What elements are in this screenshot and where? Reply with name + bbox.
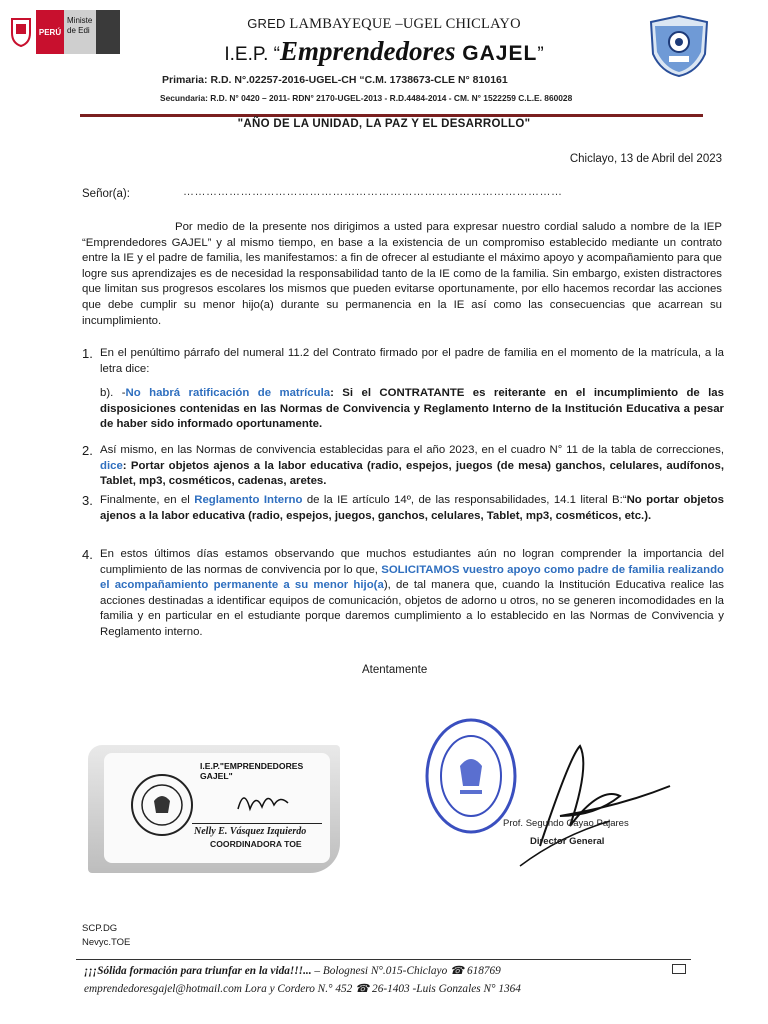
item-4-highlight: SOLICITAMOS vuestro apoyo como padre de familia realizando el acompañamiento permanente a su menor hijo(a bbox=[100, 563, 724, 592]
director-name: Prof. Segundo Cayao Pajares bbox=[503, 818, 629, 829]
recipient-label: Señor(a): bbox=[82, 188, 130, 200]
item-4-text: En estos últimos días estamos observando que muchos estudiantes aún no logran comprender la importancia del cumplimiento de las normas de convivencia por lo que, bbox=[100, 548, 724, 576]
secundaria-resolution: Secundaria: R.D. N° 0420 – 2011- RDN° 2170-UGEL-2013 - R.D.4484-2014 - CM. N° 1522259 C.L.E. 860028 bbox=[160, 93, 573, 103]
gred-rest: LAMBAYEQUE –UGEL CHICLAYO bbox=[289, 16, 521, 32]
recipient-blank: ……………………………………………………………………………………… bbox=[183, 186, 563, 198]
footer-address-1: – Bolognesi N°.015-Chiclayo ☎ 618769 bbox=[314, 965, 501, 977]
stamp-name: Nelly E. Vásquez Izquierdo bbox=[194, 826, 307, 837]
closing: Atentamente bbox=[362, 664, 428, 676]
item-text bbox=[100, 493, 724, 524]
item-text: En el penúltimo párrafo del numeral 11.2 del Contrato firmado por el padre de familia en el momento de la matrícula, a la letra dice: bbox=[100, 347, 724, 375]
item-number: 3. bbox=[82, 493, 93, 508]
director-role: Director General bbox=[530, 836, 605, 847]
item-1b-bold: : Si el CONTRATANTE es reiterante en el incumplimiento de las disposiciones contenidas en las Normas de Convivencia y Reglamento Interno de la Institución Educativa a pesar de haber sido informado oportunamente. bbox=[100, 387, 724, 431]
iep-script: Emprendedores bbox=[279, 36, 456, 66]
ministry-label: Ministe de Edi bbox=[64, 10, 96, 54]
item-text bbox=[100, 547, 724, 641]
iep-gajel: GAJEL bbox=[455, 42, 538, 65]
list-item-3 bbox=[82, 493, 724, 524]
footer-slogan: ¡¡¡Sólida formación para triunfar en la vida!!!... bbox=[84, 965, 315, 977]
scp-code: SCP.DG bbox=[82, 923, 118, 934]
year-motto: "AÑO DE LA UNIDAD, LA PAZ Y EL DESARROLLO" bbox=[237, 118, 531, 130]
coordinator-signature-icon bbox=[234, 783, 294, 819]
item-2-highlight: dice bbox=[100, 459, 123, 472]
peru-label: PERÚ bbox=[36, 10, 64, 54]
item-number: 2. bbox=[82, 443, 93, 458]
item-1b-highlight: No habrá ratificación de matrícula bbox=[125, 387, 331, 400]
item-text bbox=[100, 443, 724, 490]
item-3-bold: No portar objetos ajenos a la labor educativa (radio, espejos, juegos, ganchos, celulares, Tablet, mp3, cosméticos, etc.). bbox=[100, 494, 724, 522]
footer-rule bbox=[76, 959, 691, 960]
school-crest-icon bbox=[647, 14, 711, 78]
item-2-text: Así mismo, en las Normas de convivencia establecidas para el año 2023, en el cuadro N° 11 de la tabla de correcciones, bbox=[100, 444, 724, 456]
date-line: Chiclayo, 13 de Abril del 2023 bbox=[569, 153, 722, 165]
list-item-1 bbox=[82, 346, 724, 433]
coordinator-stamp bbox=[88, 745, 340, 873]
gred-prefix: GRED bbox=[247, 16, 290, 31]
item-3-text: Finalmente, en el bbox=[100, 494, 195, 506]
header-rule bbox=[80, 114, 703, 117]
item-4-text2: ), de tal manera que, cuando la Institución Educativa realice las acciones destinadas a identificar equipos de comunicación, objetos de adorno u otros, no se generen incomodidades en la familia y en particular en el estudiante porque daremos cumplimiento a lo establecido en las Normas de Convivencia y Reglamento interno. bbox=[100, 579, 724, 638]
signature-line bbox=[192, 823, 322, 824]
list-item-2 bbox=[82, 443, 724, 490]
intro-paragraph: Por medio de la presente nos dirigimos a usted para expresar nuestro cordial saludo a nombre de la IEP “Emprendedores GAJEL” y al mismo tiempo, en base a la existencia de un compromiso establecido mediante un contrato entre la IE y el padre de familia, les manifestamos: a fin de ofrecer al estudiante el máximo apoyo y acompañamiento para que logre sus aprendizajes es de necesidad la responsabilidad tanto de la IE como de la familia. Sin embargo, existen distractores que limitan sus progresos escolares los mismos que pueden evitarse oportunamente, por ello hacemos recordar las acciones que debe cumplir su menor hijo(a) durante su permanencia en la IE así como las consecuencias que acarrean su incumplimiento. bbox=[82, 221, 722, 327]
item-1b bbox=[100, 386, 724, 433]
iep-prefix: I.E.P. “ bbox=[224, 44, 280, 65]
footer-line-2: emprendedoresgajel@hotmail.com Lora y Cordero N.° 452 ☎ 26-1403 -Luis Gonzales N° 1364 bbox=[84, 983, 521, 995]
stamp-role: COORDINADORA TOE bbox=[210, 839, 302, 849]
item-number: 1. bbox=[82, 346, 93, 361]
list-item-4 bbox=[82, 547, 724, 641]
item-3-highlight: Reglamento Interno bbox=[194, 494, 303, 506]
iep-suffix: ” bbox=[537, 44, 544, 65]
item-2-bold: : Portar objetos ajenos a la labor educativa (radio, espejos, juegos (de mesa) ganchos, celulares, audífonos, Tablet, mp3, cosméticos, cadenas, aretes. bbox=[100, 459, 724, 488]
item-3-text2: de la IE artículo 14º, de las responsabilidades, 14.1 literal B:“ bbox=[302, 494, 627, 506]
stamp-seal-icon bbox=[130, 773, 194, 837]
primaria-resolution: Primaria: R.D. N°.02257-2016-UGEL-CH “C.M. 1738673-CLE N° 810161 bbox=[162, 74, 508, 86]
reference-codes bbox=[82, 922, 130, 950]
stamp-card bbox=[104, 753, 330, 863]
director-signature-icon bbox=[500, 726, 680, 876]
item-1b-prefix: b). - bbox=[100, 387, 126, 400]
stamp-title: I.E.P."EMPRENDEDORES GAJEL" bbox=[200, 761, 304, 781]
nevyc-code: Nevyc.TOE bbox=[82, 937, 131, 948]
footer-line-1 bbox=[84, 964, 501, 977]
mail-icon bbox=[672, 964, 686, 974]
item-number: 4. bbox=[82, 547, 93, 562]
